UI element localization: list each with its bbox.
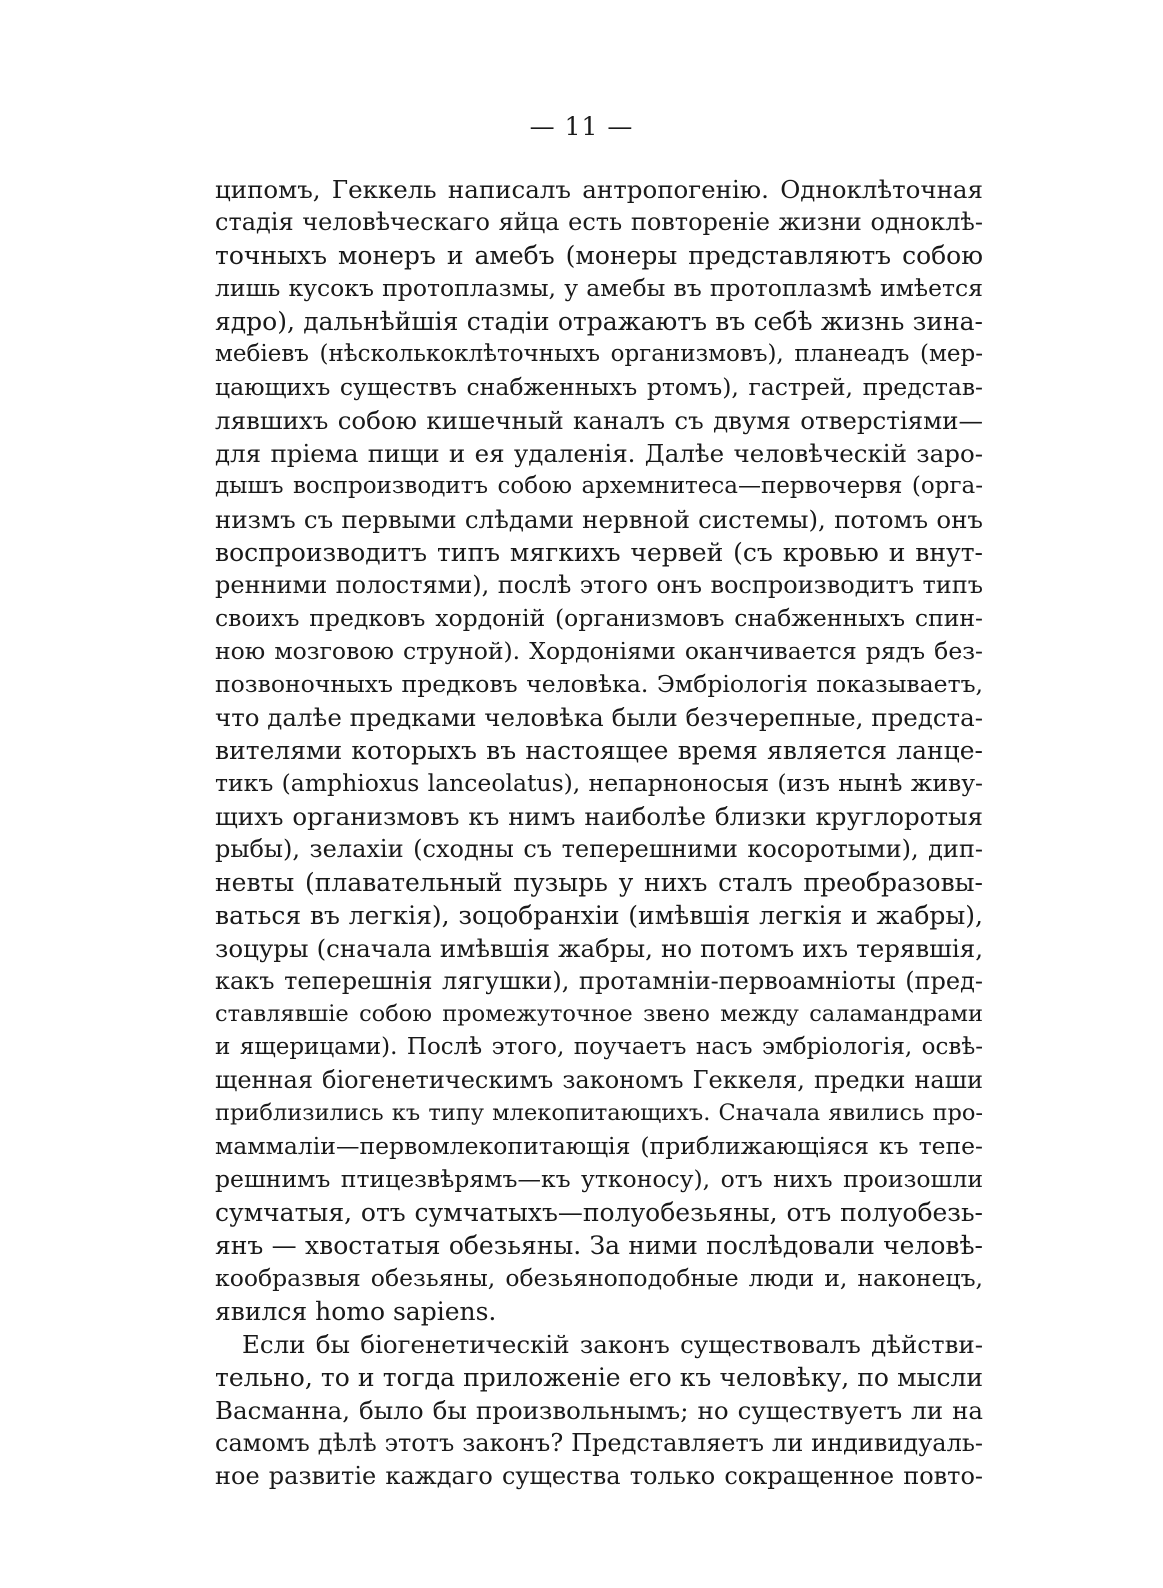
text-line: ядро), дальнѣйшія стадіи отражаютъ въ себѣ жизнь зина- [215,307,983,336]
text-line: что далѣе предками человѣка были безчерепные, предста- [215,703,983,732]
text-line: низмъ съ первыми слѣдами нервной системы), потомъ онъ [215,505,983,534]
text-line: щихъ организмовъ къ нимъ наиболѣе близки круглоротыя [215,802,983,831]
page-number: — 11 — [529,112,634,141]
text-line: зоцуры (сначала имѣвшія жабры, но потомъ ихъ терявшія, [215,934,983,963]
text-line: приблизились къ типу млекопитающихъ. Сначала явились про- [215,1100,983,1126]
text-line: для пріема пищи и ея удаленія. Далѣе человѣческій заро- [215,439,983,468]
text-line: невты (плавательный пузырь у нихъ сталъ преобразовы- [215,868,983,897]
text-line: кообразвыя обезьяны, обезьяноподобные люди и, наконецъ, [215,1264,983,1292]
text-line: ное развитіе каждаго существа только сокращенное повто- [215,1462,983,1490]
text-line: лишь кусокъ протоплазмы, у амебы въ протоплазмѣ имѣется [215,274,983,302]
text-line: какъ теперешнія лягушки), протамніи-первоамніоты (пред- [215,967,983,995]
text-line: тельно, то и тогда приложеніе его къ человѣку, по мысли [215,1363,983,1392]
text-line: решнимъ птицезвѣрямъ—къ утконосу), отъ нихъ произошли [215,1165,983,1193]
text-line: мебіевъ (нѣсколькоклѣточныхъ организмовъ), планеадъ (мер- [215,341,983,367]
text-line: ваться въ легкія), зоцобранхіи (имѣвшія легкія и жабры), [215,901,983,930]
text-line: позвоночныхъ предковъ человѣка. Эмбріологія показываетъ, [215,670,983,698]
text-line: рыбы), зелахіи (сходны съ теперешними косоротыми), дип- [215,835,983,863]
text-line: тикъ (amphioxus lanceolatus), непарноносыя (изъ нынѣ живу- [215,769,983,797]
text-line: и ящерицами). Послѣ этого, поучаетъ насъ эмбріологія, освѣ- [215,1034,983,1060]
text-line: воспроизводитъ типъ мягкихъ червей (съ кровью и внут- [215,538,983,567]
paragraph-2 [215,1328,983,1493]
text-line: Если бы біогенетическій законъ существовалъ дѣйстви- [242,1330,983,1359]
text-line: ною мозговою струной). Хордоніями оканчивается рядъ без- [215,637,983,665]
text-line: явился homo sapiens. [215,1297,497,1326]
text-line: ренними полостями), послѣ этого онъ воспроизводитъ типъ [215,571,983,599]
text-line: ципомъ, Геккель написалъ антропогенію. Одноклѣточная [215,175,983,204]
text-line: лявшихъ собою кишечный каналъ съ двумя отверстіями— [215,406,983,435]
text-line: точныхъ монеръ и амебъ (монеры представляютъ собою [215,241,983,270]
text-line: вителями которыхъ въ настоящее время является ланце- [215,736,983,765]
text-line: щенная біогенетическимъ закономъ Геккеля, предки наши [215,1066,983,1094]
text-line: своихъ предковъ хордоній (организмовъ снабженныхъ спин- [215,604,983,632]
text-line: маммаліи—первомлекопитающія (приближающіяся къ тепе- [215,1132,983,1160]
text-line: сумчатыя, отъ сумчатыхъ—полуобезьяны, отъ полуобезь- [215,1198,983,1227]
text-line: ставлявшіе собою промежуточное звено между саламандрами [215,1001,983,1027]
text-line: самомъ дѣлѣ этотъ законъ? Представляетъ ли индивидуаль- [215,1429,983,1457]
text-line: стадія человѣческаго яйца есть повтореніе жизни одноклѣ- [215,208,983,236]
text-line: Васманна, было бы произвольнымъ; но существуетъ ли на [215,1396,983,1425]
text-line: янъ — хвостатыя обезьяны. За ними послѣдовали человѣ- [215,1231,983,1260]
text-line: цающихъ существъ снабженныхъ ртомъ), гастрей, представ- [215,373,983,401]
text-line: дышъ воспроизводитъ собою архемнитеса—первочервя (орга- [215,473,983,499]
body-text [215,173,983,1493]
paragraph-1 [215,173,983,1328]
